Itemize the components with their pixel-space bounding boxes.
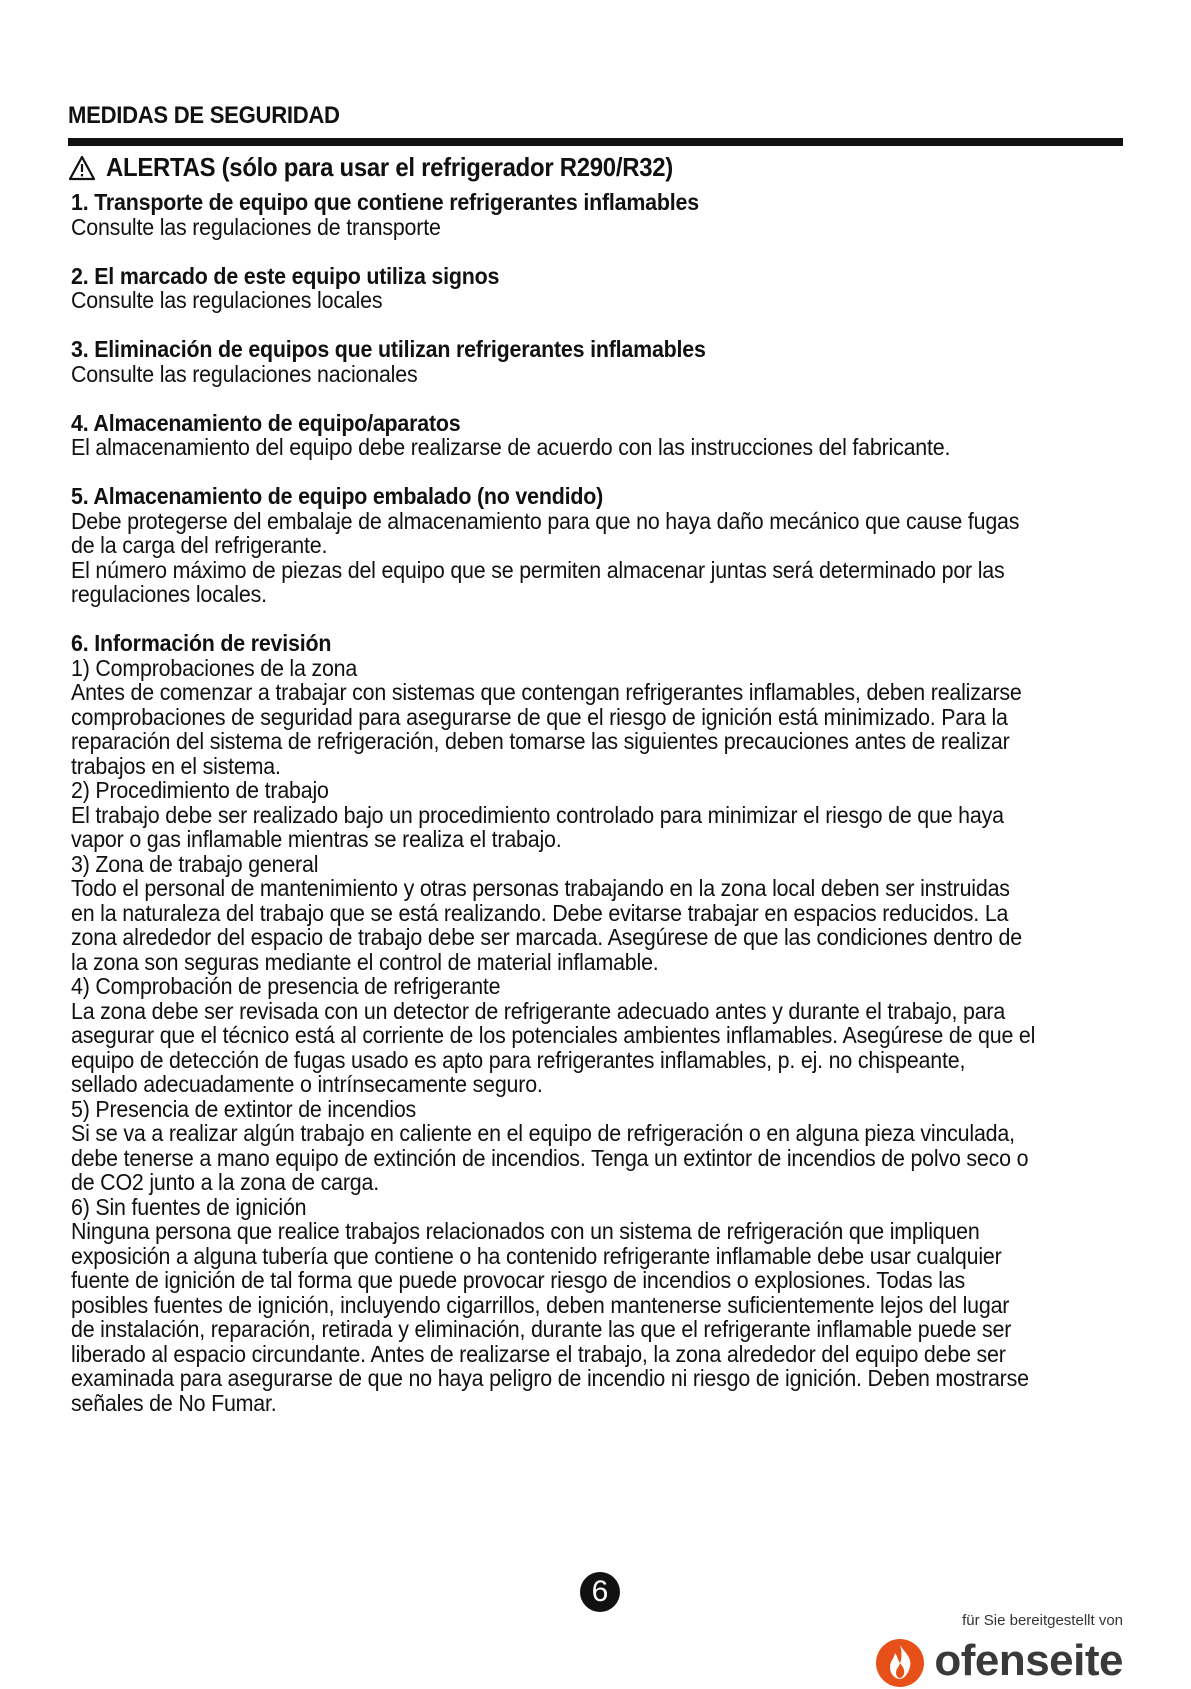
section-line: de CO2 junto a la zona de carga.: [71, 1169, 379, 1195]
section-line: regulaciones locales.: [71, 581, 267, 607]
brand-name: ofenseite: [934, 1636, 1123, 1685]
section: [71, 264, 1117, 313]
section-line: El almacenamiento del equipo debe realizarse de acuerdo con las instrucciones del fabricante.: [71, 434, 951, 460]
section-line: equipo de detección de fugas usado es apto para refrigerantes inflamables, p. ej. no chispeante,: [71, 1046, 966, 1073]
section-line: trabajos en el sistema.: [71, 752, 281, 779]
section-line: en la naturaleza del trabajo que se está realizando. Debe evitarse trabajar en espacios reducidos. La: [71, 899, 1009, 926]
section-line: de la carga del refrigerante.: [71, 532, 328, 558]
flame-logo-icon: [872, 1633, 928, 1689]
section-line: 5) Presencia de extintor de incendios: [71, 1095, 417, 1122]
brand-tagline: für Sie bereitgestellt von: [962, 1612, 1123, 1629]
section: [71, 190, 1117, 239]
section-line: la zona son seguras mediante el control de material inflamable.: [71, 948, 659, 975]
section-line: sellado adecuadamente o intrínsecamente seguro.: [71, 1071, 543, 1097]
section-line: 2) Procedimiento de trabajo: [71, 777, 329, 803]
section-line: Debe protegerse del embalaje de almacenamiento para que no haya daño mecánico que cause fugas: [71, 507, 1020, 534]
section-heading: 4. Almacenamiento de equipo/aparatos: [71, 409, 461, 436]
section-line: examinada para asegurarse de que no haya peligro de incendio ni riesgo de ignición. Deben mostrarse: [71, 1365, 1029, 1391]
section: [71, 631, 1117, 1415]
section-heading: 3. Eliminación de equipos que utilizan refrigerantes inflamables: [71, 336, 706, 362]
section-line: El trabajo debe ser realizado bajo un procedimiento controlado para minimizar el riesgo de que haya: [71, 801, 1004, 828]
section-line: fuente de ignición de tal forma que puede provocar riesgo de incendios o explosiones. Todas las: [71, 1267, 965, 1293]
section-line: 6) Sin fuentes de ignición: [71, 1193, 307, 1220]
section-line: comprobaciones de seguridad para asegurarse de que el riesgo de ignición está minimizado. Para la: [71, 703, 1008, 730]
section-line: Todo el personal de mantenimiento y otras personas trabajando en la zona local deben ser instruidas: [71, 875, 1010, 901]
section-line: 3) Zona de trabajo general: [71, 850, 319, 877]
section-line: zona alrededor del espacio de trabajo debe ser marcada. Asegúrese de que las condiciones dentro de: [71, 924, 1022, 950]
section-line: El número máximo de piezas del equipo que se permiten almacenar juntas será determinado por las: [71, 556, 1005, 583]
section-line: de instalación, reparación, retirada y eliminación, durante las que el refrigerante inflamable puede ser: [71, 1316, 1012, 1342]
section-line: La zona debe ser revisada con un detector de refrigerante adecuado antes y durante el trabajo, para: [71, 997, 1006, 1024]
sections-list: [71, 190, 1117, 1415]
section-line: Si se va a realizar algún trabajo en caliente en el equipo de refrigeración o en alguna pieza vinculada,: [71, 1120, 1015, 1146]
warning-triangle-icon: [68, 155, 96, 181]
section-heading: 2. El marcado de este equipo utiliza signos: [71, 262, 500, 289]
section-line: exposición a alguna tubería que contiene o ha contenido refrigerante inflamable debe usar cualquier: [71, 1242, 1002, 1269]
section-line: liberado al espacio circundante. Antes de realizarse el trabajo, la zona alrededor del equipo debe ser: [71, 1340, 1006, 1367]
section-line: posibles fuentes de ignición, incluyendo cigarrillos, deben mantenerse suficientemente lejos del lugar: [71, 1291, 1010, 1318]
section-heading: 6. Información de revisión: [71, 630, 332, 656]
section-line: reparación del sistema de refrigeración, deben tomarse las siguientes precauciones antes de realizar: [71, 728, 1010, 754]
section-line: 4) Comprobación de presencia de refrigerante: [71, 973, 501, 999]
sections-container: [71, 190, 1121, 1440]
brand-footer: [872, 1612, 1123, 1689]
section-heading: 5. Almacenamiento de equipo embalado (no vendido): [71, 483, 604, 509]
section-line: Consulte las regulaciones locales: [71, 287, 383, 313]
section-line: vapor o gas inflamable mientras se realiza el trabajo.: [71, 826, 562, 852]
section-line: asegurar que el técnico está al corriente de los potenciales ambientes inflamables. Asegúrese de que el: [71, 1022, 1036, 1048]
section-line: Antes de comenzar a trabajar con sistemas que contengan refrigerantes inflamables, deben realizarse: [71, 679, 1022, 705]
section-heading: 1. Transporte de equipo que contiene refrigerantes inflamables: [71, 189, 699, 215]
page-title: MEDIDAS DE SEGURIDAD: [68, 102, 340, 129]
section-line: Consulte las regulaciones de transporte: [71, 213, 441, 240]
alert-heading: [68, 152, 722, 183]
section: [71, 337, 1117, 386]
page-number: 6: [580, 1572, 620, 1612]
alert-title: ALERTAS (sólo para usar el refrigerador R290/R32): [106, 152, 673, 182]
section-line: Consulte las regulaciones nacionales: [71, 360, 418, 387]
section-line: Ninguna persona que realice trabajos relacionados con un sistema de refrigeración que impliquen: [71, 1218, 980, 1244]
header-divider: [68, 138, 1123, 146]
section-line: 1) Comprobaciones de la zona: [71, 654, 358, 681]
section-line: señales de No Fumar.: [71, 1389, 277, 1416]
section-line: debe tenerse a mano equipo de extinción de incendios. Tenga un extintor de incendios de polvo seco o: [71, 1144, 1029, 1171]
section: [71, 484, 1117, 607]
section: [71, 411, 1117, 460]
